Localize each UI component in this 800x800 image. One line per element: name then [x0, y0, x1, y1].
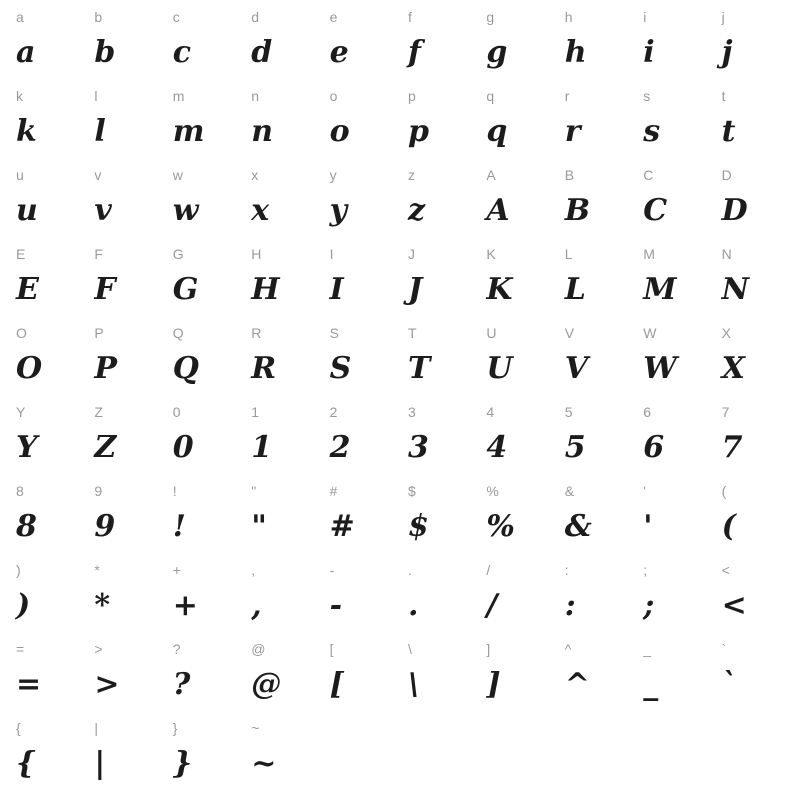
glyph-character-label: = — [16, 641, 25, 657]
glyph-sample-render: H — [251, 272, 281, 307]
glyph-cell[interactable] — [8, 10, 86, 89]
glyph-cell[interactable] — [557, 484, 635, 563]
glyph-character-label: C — [643, 167, 654, 183]
glyph-character-label: S — [329, 325, 339, 341]
glyph-character-label: 6 — [643, 404, 651, 420]
glyph-sample-render: , — [251, 588, 263, 623]
glyph-sample-render: @ — [251, 667, 282, 702]
glyph-character-label: 1 — [251, 404, 259, 420]
glyph-cell[interactable] — [322, 484, 400, 563]
glyph-cell[interactable] — [165, 642, 243, 721]
glyph-sample-render: ( — [721, 509, 737, 544]
glyph-character-label: x — [251, 167, 259, 183]
glyph-sample-render: ; — [643, 588, 655, 623]
glyph-character-label: 4 — [486, 404, 495, 420]
glyph-sample-render: h — [564, 35, 588, 70]
glyph-cell[interactable] — [8, 247, 86, 326]
glyph-character-label: r — [564, 88, 570, 104]
glyph-character-label: T — [408, 325, 417, 341]
glyph-character-label: P — [94, 325, 104, 341]
glyph-character-label: m — [172, 88, 185, 104]
glyph-cell[interactable] — [635, 563, 713, 642]
glyph-character-label: % — [486, 483, 499, 499]
glyph-cell[interactable] — [8, 484, 86, 563]
glyph-character-label: H — [251, 246, 262, 262]
glyph-character-label: y — [329, 167, 337, 183]
glyph-cell[interactable] — [714, 484, 792, 563]
glyph-character-label: ) — [16, 562, 21, 578]
glyph-sample-render: 9 — [94, 509, 116, 544]
glyph-character-label: > — [94, 641, 103, 657]
glyph-cell[interactable] — [635, 484, 713, 563]
glyph-character-label: B — [564, 167, 575, 183]
glyph-sample-render: 6 — [643, 430, 665, 465]
glyph-sample-render: ! — [172, 509, 187, 544]
glyph-cell[interactable] — [8, 89, 86, 168]
glyph-sample-render: < — [721, 588, 748, 623]
glyph-sample-render: D — [721, 193, 749, 228]
glyph-sample-render: o — [329, 114, 351, 149]
glyph-sample-render: z — [408, 193, 426, 228]
glyph-cell[interactable] — [478, 89, 556, 168]
glyph-cell[interactable] — [322, 405, 400, 484]
glyph-character-label: # — [329, 483, 338, 499]
glyph-character-label: o — [329, 88, 338, 104]
glyph-sample-render: > — [94, 667, 121, 702]
glyph-sample-render: 2 — [329, 430, 351, 465]
glyph-sample-render: f — [408, 35, 422, 70]
glyph-cell[interactable] — [165, 405, 243, 484]
glyph-character-label: E — [16, 246, 26, 262]
glyph-character-label: M — [643, 246, 655, 262]
glyph-sample-render: Z — [94, 430, 117, 465]
glyph-character-label: ` — [721, 641, 727, 657]
glyph-cell[interactable] — [400, 89, 478, 168]
glyph-character-label: 9 — [94, 483, 103, 499]
glyph-sample-render: X — [721, 351, 746, 386]
glyph-sample-render: V — [564, 351, 589, 386]
glyph-cell[interactable] — [8, 563, 86, 642]
glyph-cell[interactable] — [557, 168, 635, 247]
glyph-cell[interactable] — [400, 326, 478, 405]
glyph-cell[interactable] — [243, 563, 321, 642]
glyph-character-label: ? — [172, 641, 181, 657]
glyph-character-label: V — [564, 325, 575, 341]
glyph-sample-render: ) — [16, 588, 31, 623]
glyph-sample-render: 1 — [251, 430, 273, 465]
glyph-character-label: F — [94, 246, 103, 262]
glyph-sample-render: J — [408, 272, 423, 307]
glyph-cell[interactable] — [557, 10, 635, 89]
glyph-cell[interactable] — [400, 10, 478, 89]
glyph-sample-render: e — [329, 35, 350, 70]
glyph-character-label: q — [486, 88, 495, 104]
glyph-cell[interactable] — [86, 326, 164, 405]
glyph-sample-render: j — [721, 35, 733, 70]
glyph-cell[interactable] — [478, 247, 556, 326]
glyph-cell[interactable] — [8, 721, 86, 800]
glyph-cell[interactable] — [478, 168, 556, 247]
glyph-character-label: X — [721, 325, 731, 341]
glyph-character-label: ~ — [251, 720, 260, 736]
glyph-cell[interactable] — [243, 168, 321, 247]
glyph-sample-render: U — [486, 351, 514, 386]
glyph-sample-render: W — [643, 351, 678, 386]
glyph-sample-render: x — [251, 193, 270, 228]
glyph-sample-render: q — [486, 114, 508, 149]
glyph-character-label: } — [172, 720, 178, 736]
glyph-character-label: i — [643, 9, 647, 25]
glyph-cell[interactable] — [165, 326, 243, 405]
glyph-character-label: ] — [486, 641, 491, 657]
glyph-sample-render: - — [329, 588, 343, 623]
glyph-sample-render: l — [94, 114, 107, 149]
glyph-sample-render: S — [329, 351, 352, 386]
glyph-sample-render: 5 — [564, 430, 587, 465]
glyph-character-label: e — [329, 9, 338, 25]
glyph-cell[interactable] — [635, 168, 713, 247]
glyph-cell[interactable] — [165, 10, 243, 89]
glyph-character-label: ^ — [564, 641, 572, 657]
glyph-sample-render: 7 — [721, 430, 743, 465]
glyph-sample-render: y — [329, 193, 348, 228]
glyph-character-label: Z — [94, 404, 103, 420]
glyph-cell[interactable] — [635, 10, 713, 89]
glyph-sample-render: 8 — [16, 509, 38, 544]
glyph-sample-render: K — [486, 272, 513, 307]
glyph-cell[interactable] — [635, 247, 713, 326]
glyph-character-label: s — [643, 88, 651, 104]
glyph-cell[interactable] — [400, 563, 478, 642]
glyph-character-label: / — [486, 562, 491, 578]
glyph-character-label: Y — [16, 404, 26, 420]
glyph-character-label: ! — [172, 483, 177, 499]
glyph-character-label: U — [486, 325, 497, 341]
glyph-character-label: _ — [643, 641, 651, 657]
glyph-sample-render: ' — [643, 509, 653, 544]
glyph-sample-render: v — [94, 193, 113, 228]
glyph-cell[interactable] — [86, 642, 164, 721]
glyph-character-label: k — [16, 88, 23, 104]
glyph-cell[interactable] — [86, 484, 164, 563]
glyph-sample-render: O — [16, 351, 43, 386]
glyph-character-label: f — [408, 9, 412, 25]
glyph-sample-render: ? — [172, 667, 191, 702]
glyph-cell[interactable] — [243, 721, 321, 800]
glyph-character-label: 3 — [408, 404, 416, 420]
glyph-character-label: t — [721, 88, 726, 104]
glyph-character-label: j — [721, 9, 725, 25]
glyph-sample-render: d — [251, 35, 273, 70]
glyph-sample-render: p — [408, 114, 430, 149]
glyph-cell[interactable] — [635, 326, 713, 405]
glyph-cell[interactable] — [400, 247, 478, 326]
glyph-cell[interactable] — [165, 484, 243, 563]
glyph-cell[interactable] — [714, 563, 792, 642]
glyph-cell[interactable] — [165, 247, 243, 326]
glyph-character-label: \ — [408, 641, 412, 657]
glyph-character-label: G — [172, 246, 184, 262]
glyph-character-label: 5 — [564, 404, 573, 420]
glyph-character-label: d — [251, 9, 259, 25]
glyph-character-label: u — [16, 167, 24, 183]
glyph-cell[interactable] — [557, 89, 635, 168]
glyph-sample-render: r — [564, 114, 582, 149]
glyph-sample-render: { — [16, 746, 36, 781]
glyph-cell[interactable] — [714, 405, 792, 484]
glyph-cell[interactable] — [714, 642, 792, 721]
glyph-cell[interactable] — [8, 405, 86, 484]
glyph-cell[interactable] — [322, 247, 400, 326]
glyph-cell[interactable] — [478, 326, 556, 405]
glyph-sample-render: m — [172, 114, 206, 149]
glyph-cell[interactable] — [8, 326, 86, 405]
glyph-character-label: g — [486, 9, 495, 25]
glyph-cell[interactable] — [635, 405, 713, 484]
glyph-sample-render: a — [16, 35, 36, 70]
glyph-character-label: 0 — [172, 404, 181, 420]
glyph-character-label: ( — [721, 483, 727, 499]
glyph-sample-render: & — [564, 509, 593, 544]
glyph-cell[interactable] — [557, 405, 635, 484]
glyph-sample-render: E — [16, 272, 40, 307]
glyph-sample-render: + — [172, 588, 199, 623]
glyph-character-label: ' — [643, 483, 646, 499]
glyph-character-label: O — [16, 325, 27, 341]
glyph-character-label: . — [408, 562, 412, 578]
glyph-cell[interactable] — [635, 642, 713, 721]
glyph-cell[interactable] — [322, 563, 400, 642]
glyph-cell[interactable] — [714, 10, 792, 89]
glyph-character-label: v — [94, 167, 102, 183]
glyph-sample-render: / — [486, 588, 498, 623]
glyph-sample-render: u — [16, 193, 39, 228]
glyph-character-label: z — [408, 167, 415, 183]
glyph-sample-render: \ — [408, 667, 420, 702]
glyph-cell[interactable] — [243, 247, 321, 326]
glyph-character-label: & — [564, 483, 575, 499]
glyph-character-label: | — [94, 720, 99, 736]
glyph-cell[interactable] — [322, 326, 400, 405]
glyph-sample-render: n — [251, 114, 274, 149]
glyph-cell[interactable] — [478, 10, 556, 89]
glyph-cell[interactable] — [243, 642, 321, 721]
glyph-character-label: n — [251, 88, 259, 104]
glyph-sample-render: _ — [643, 667, 659, 702]
glyph-character-label: @ — [251, 641, 266, 657]
glyph-sample-render: P — [94, 351, 118, 386]
glyph-cell[interactable] — [243, 10, 321, 89]
glyph-character-label: h — [564, 9, 573, 25]
glyph-sample-render: B — [564, 193, 591, 228]
glyph-cell[interactable] — [322, 642, 400, 721]
glyph-sample-render: F — [94, 272, 117, 307]
glyph-character-label: p — [408, 88, 416, 104]
glyph-character-label: Q — [172, 325, 184, 341]
glyph-cell[interactable] — [165, 89, 243, 168]
glyph-sample-render: b — [94, 35, 116, 70]
glyph-sample-render: L — [564, 272, 587, 307]
glyph-cell[interactable] — [400, 168, 478, 247]
glyph-cell[interactable] — [714, 168, 792, 247]
glyph-sample-render: t — [721, 114, 736, 149]
glyph-cell[interactable] — [635, 89, 713, 168]
glyph-sample-render: ] — [486, 667, 502, 702]
glyph-sample-render: w — [172, 193, 200, 228]
glyph-sample-render: . — [408, 588, 419, 623]
glyph-sample-render: R — [251, 351, 277, 386]
glyph-character-label: l — [94, 88, 98, 104]
glyph-cell[interactable] — [165, 721, 243, 800]
glyph-sample-render: | — [94, 746, 106, 781]
glyph-sample-render: ^ — [564, 667, 591, 702]
glyph-sample-render: N — [721, 272, 750, 307]
glyph-cell[interactable] — [714, 247, 792, 326]
glyph-character-label: * — [94, 562, 100, 578]
glyph-sample-render: $ — [408, 509, 430, 544]
glyph-cell[interactable] — [86, 405, 164, 484]
glyph-cell[interactable] — [86, 247, 164, 326]
glyph-character-label: < — [721, 562, 730, 578]
glyph-character-label: I — [329, 246, 334, 262]
glyph-cell[interactable] — [243, 484, 321, 563]
glyph-character-label: c — [172, 9, 180, 25]
glyph-sample-render: ` — [721, 667, 738, 702]
glyph-character-label: { — [16, 720, 21, 736]
glyph-cell[interactable] — [86, 721, 164, 800]
glyph-character-label: a — [16, 9, 24, 25]
glyph-cell[interactable] — [714, 89, 792, 168]
glyph-character-label: L — [564, 246, 573, 262]
glyph-cell[interactable] — [243, 89, 321, 168]
glyph-cell[interactable] — [243, 405, 321, 484]
glyph-character-label: w — [172, 167, 183, 183]
glyph-sample-render: * — [94, 588, 111, 623]
glyph-cell[interactable] — [400, 405, 478, 484]
glyph-character-label: 7 — [721, 404, 730, 420]
glyph-cell[interactable] — [478, 563, 556, 642]
glyph-cell[interactable] — [8, 168, 86, 247]
glyph-sample-render: 4 — [486, 430, 508, 465]
glyph-character-label: + — [172, 562, 181, 578]
glyph-cell[interactable] — [557, 563, 635, 642]
glyph-sample-render: C — [643, 193, 668, 228]
glyph-sample-render: " — [251, 509, 268, 544]
glyph-cell[interactable] — [478, 642, 556, 721]
glyph-sample-render: T — [408, 351, 431, 386]
glyph-character-label: A — [486, 167, 496, 183]
glyph-sample-render: % — [486, 509, 516, 544]
glyph-cell[interactable] — [400, 642, 478, 721]
glyph-character-label: : — [564, 562, 569, 578]
glyph-sample-render: A — [486, 193, 511, 228]
glyph-sample-render: c — [172, 35, 192, 70]
glyph-character-label: , — [251, 562, 256, 578]
glyph-cell[interactable] — [400, 484, 478, 563]
glyph-cell[interactable] — [8, 642, 86, 721]
glyph-cell[interactable] — [714, 326, 792, 405]
glyph-sample-render: g — [486, 35, 508, 70]
glyph-cell[interactable] — [165, 563, 243, 642]
glyph-cell[interactable] — [243, 326, 321, 405]
glyph-sample-render: i — [643, 35, 656, 70]
glyph-cell[interactable] — [557, 247, 635, 326]
glyph-sample-render: : — [564, 588, 577, 623]
glyph-character-label: [ — [329, 641, 334, 657]
glyph-character-label: " — [251, 483, 257, 499]
glyph-sample-render: } — [172, 746, 193, 781]
glyph-cell[interactable] — [557, 642, 635, 721]
glyph-sample-render: ~ — [251, 746, 277, 781]
glyph-sample-render: I — [329, 272, 345, 307]
glyph-cell[interactable] — [86, 10, 164, 89]
glyph-sample-render: Q — [172, 351, 200, 386]
glyph-character-label: R — [251, 325, 262, 341]
glyph-cell[interactable] — [322, 168, 400, 247]
glyph-character-label: b — [94, 9, 103, 25]
glyph-character-label: $ — [408, 483, 416, 499]
glyph-sample-render: s — [643, 114, 661, 149]
glyph-cell[interactable] — [322, 89, 400, 168]
glyph-cell[interactable] — [557, 326, 635, 405]
glyph-sample-render: Y — [16, 430, 38, 465]
glyph-cell[interactable] — [86, 563, 164, 642]
glyph-character-label: ; — [643, 562, 648, 578]
glyph-sample-render: # — [329, 509, 356, 544]
glyph-sample-render: 3 — [408, 430, 430, 465]
glyph-character-label: N — [721, 246, 732, 262]
glyph-cell[interactable] — [322, 10, 400, 89]
glyph-character-label: - — [329, 562, 335, 578]
glyph-sample-render: M — [643, 272, 677, 307]
glyph-sample-render: G — [172, 272, 199, 307]
glyph-cell[interactable] — [478, 405, 556, 484]
glyph-character-label: K — [486, 246, 496, 262]
glyph-sample-render: = — [16, 667, 42, 702]
glyph-character-label: J — [408, 246, 415, 262]
glyph-character-label: 2 — [329, 404, 338, 420]
glyph-sample-render: [ — [329, 667, 345, 702]
glyph-cell[interactable] — [86, 168, 164, 247]
glyph-character-label: W — [643, 325, 657, 341]
glyph-cell[interactable] — [86, 89, 164, 168]
glyph-character-label: 8 — [16, 483, 24, 499]
glyph-sample-render: k — [16, 114, 38, 149]
glyph-character-label: D — [721, 167, 732, 183]
glyph-cell[interactable] — [165, 168, 243, 247]
glyph-sample-render: 0 — [172, 430, 195, 465]
glyph-cell[interactable] — [478, 484, 556, 563]
